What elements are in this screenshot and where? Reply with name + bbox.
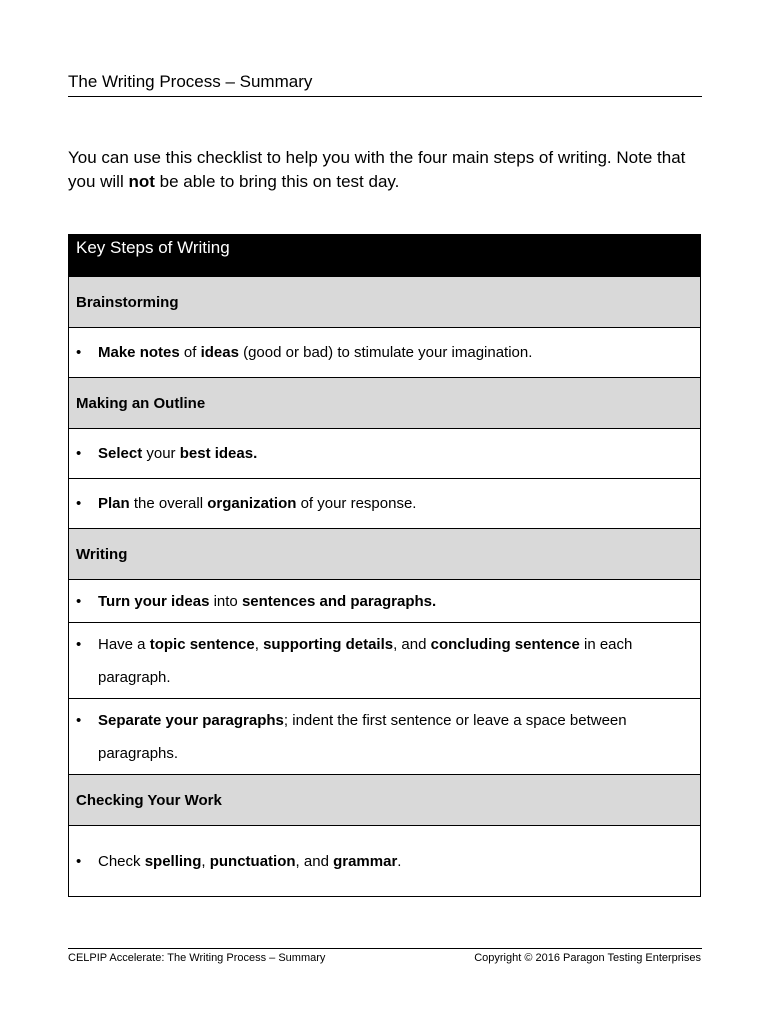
bullet-icon: • [76,445,82,462]
table-row [69,623,701,699]
footer-right-text: Copyright © 2016 Paragon Testing Enterprises [474,952,701,964]
bullet-icon: • [76,592,82,610]
bullet-icon: • [76,711,82,729]
list-item: Select your best ideas. [98,445,258,462]
table-title: Key Steps of Writing [69,235,701,277]
list-item: Turn your ideas into sentences and paragraphs. [98,592,437,610]
section-heading: Writing [69,529,701,580]
bullet-icon: • [76,852,82,870]
footer-left-text: CELPIP Accelerate: The Writing Process – Summary [68,952,326,964]
bullet-icon: • [76,495,82,512]
intro-text-1: You can use this checklist to help you with the four main steps of writing. Note that you will [68,148,686,191]
page-title: The Writing Process – Summary [68,72,702,97]
table-row [69,580,701,623]
list-item: Make notes of ideas (good or bad) to stimulate your imagination. [98,344,533,361]
table-row [69,479,701,529]
list-item: Have a topic sentence, supporting details, and concluding sentence in each paragraph. [98,635,633,686]
table-row [69,429,701,479]
intro-text-2: be able to bring this on test day. [154,172,400,191]
table-row [69,826,701,897]
intro-paragraph [68,146,708,194]
list-item: Check spelling, punctuation, and grammar. [98,852,402,870]
section-row-checking [69,775,701,826]
bullet-icon: • [76,344,82,361]
list-item: Separate your paragraphs; indent the first sentence or leave a space between paragraphs. [98,711,627,762]
section-row-brainstorming [69,277,701,328]
intro-bold-not: not [128,172,155,191]
key-steps-table [68,234,701,897]
table-row [69,328,701,378]
section-row-writing [69,529,701,580]
section-row-outline [69,378,701,429]
list-item: Plan the overall organization of your response. [98,495,417,512]
section-heading: Making an Outline [69,378,701,429]
table-header-row [69,235,701,277]
footer-divider [68,948,702,949]
bullet-icon: • [76,635,82,653]
section-heading: Brainstorming [69,277,701,328]
section-heading: Checking Your Work [69,775,701,826]
table-row [69,699,701,775]
